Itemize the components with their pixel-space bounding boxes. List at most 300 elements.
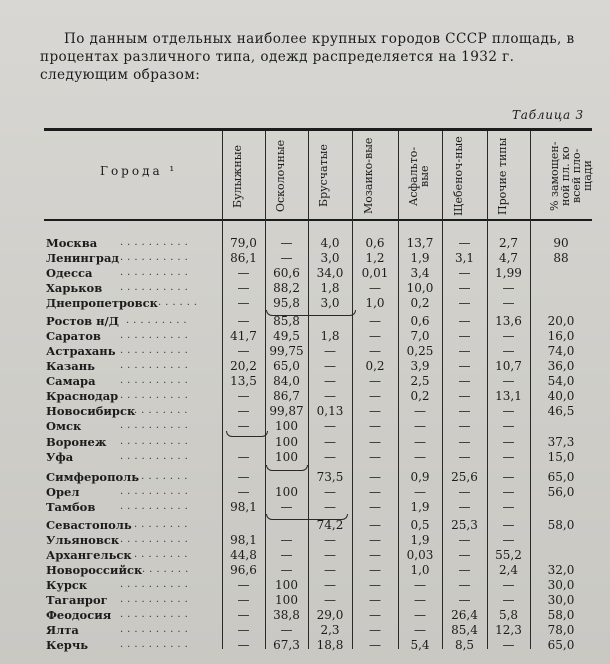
city-name: Саратов [46,329,101,343]
cell-value: 90 [553,236,569,250]
table-row [0,608,610,622]
cell-value: — [458,485,471,499]
cell-value: — [458,374,471,388]
cell-value: — [324,450,336,464]
cell-value: — [237,419,250,433]
cell-value: — [280,251,293,265]
city-name: Днепропетровск [46,296,158,310]
cell-value: — [369,419,381,433]
cell-value: 74,2 [316,518,344,532]
cell-value: — [369,314,381,328]
cell-value: 0,01 [361,266,389,280]
cell-value: 98,1 [230,533,257,547]
table-row [0,548,610,562]
grouping-brace [266,465,308,471]
cell-value: — [414,623,426,637]
cell-value: 100 [275,593,298,607]
cell-value: 30,0 [547,578,575,592]
cell-value: 1,8 [320,329,340,343]
cell-value: 18,8 [316,638,344,652]
header-city: Города ¹ [100,164,178,178]
table-row [0,470,610,484]
cell-value: 99,75 [269,344,304,358]
cell-value: 1,9 [410,533,430,547]
cell-value: 30,0 [547,593,575,607]
cell-value: — [237,623,250,637]
table-row [0,638,610,652]
cell-value: — [369,593,381,607]
cell-value: — [502,533,515,547]
leader-dots: ........ [134,519,192,530]
cell-value: — [369,518,381,532]
cell-value: — [324,485,336,499]
cell-value: 100 [275,419,298,433]
leader-dots: .......... [120,436,192,447]
header-column-8: % замощен-ной пл. ко всей пло-щади [548,141,594,211]
cell-value: 67,3 [273,638,300,652]
city-name: Ленинград [46,251,120,265]
cell-value: 78,0 [547,623,575,637]
table-row [0,329,610,343]
table-row [0,404,610,418]
table-row [0,518,610,532]
cell-value: — [502,485,515,499]
cell-value: 3,4 [410,266,430,280]
table-row [0,236,610,250]
cell-value: — [414,435,426,449]
cell-value: — [502,329,515,343]
cell-value: — [369,470,381,484]
table-row [0,314,610,328]
cell-value: — [414,593,426,607]
cell-value: — [414,578,426,592]
cell-value: — [458,296,471,310]
cell-value: 85,4 [451,623,478,637]
leader-dots: ........ [134,405,192,416]
cell-value: 25,3 [451,518,478,532]
cell-value: — [369,281,381,295]
cell-value: 85,8 [273,314,300,328]
city-name: Новосибирск [46,404,136,418]
cell-value: — [369,404,381,418]
cell-value: 1,0 [410,563,430,577]
cell-value: 13,1 [495,389,522,403]
city-name: Одесса [46,266,93,280]
cell-value: 49,5 [273,329,300,343]
city-name: Феодосия [46,608,112,622]
city-name: Архангельск [46,548,132,562]
cell-value: — [458,500,471,514]
cell-value: — [369,485,381,499]
cell-value: 56,0 [547,485,575,499]
cell-value: 58,0 [547,518,575,532]
cell-value: 29,0 [316,608,344,622]
cell-value: — [237,593,250,607]
cell-value: — [237,314,250,328]
table-row [0,266,610,280]
cell-value: 10,0 [406,281,434,295]
cell-value: — [369,389,381,403]
table-row [0,419,610,433]
cell-value: 86,1 [230,251,257,265]
cell-value: 1,0 [365,296,385,310]
cell-value: — [280,563,293,577]
cell-value: — [237,266,250,280]
cell-value: 5,4 [410,638,430,652]
table-label: Таблица 3 [511,108,584,122]
cell-value: — [458,314,471,328]
cell-value: 41,7 [230,329,257,343]
leader-dots: .......... [120,282,192,293]
table-header-rule [44,219,592,221]
cell-value: — [458,593,471,607]
grouping-brace [266,310,356,316]
leader-dots: .......... [120,420,192,431]
cell-value: — [324,593,336,607]
cell-value: — [369,578,381,592]
cell-value: — [458,359,471,373]
table-row [0,485,610,499]
cell-value: 95,8 [273,296,300,310]
leader-dots: ......... [126,315,191,326]
leader-dots: ........ [134,549,192,560]
city-name: Таганрог [46,593,108,607]
cell-value: 100 [275,578,298,592]
cell-value: 88,2 [273,281,300,295]
table-row [0,500,610,514]
table-row [0,281,610,295]
header-column-3: Брусчатые [317,144,330,208]
city-name: Симферополь [46,470,140,484]
city-name: Уфа [46,450,74,464]
cell-value: 8,5 [454,638,475,652]
cell-value: — [458,404,471,418]
city-name: Харьков [46,281,103,295]
cell-value: 65,0 [547,470,575,484]
cell-value: 96,6 [230,563,257,577]
cell-value: — [324,359,336,373]
header-column-7: Прочие типы [495,137,509,215]
city-name: Воронеж [46,435,107,449]
cell-value: — [369,608,381,622]
cell-value: — [414,419,426,433]
table-row [0,374,610,388]
cell-value: 2,3 [320,623,340,637]
cell-value: 1,2 [365,251,385,265]
cell-value: — [414,404,426,418]
leader-dots: .......... [120,534,192,545]
grouping-brace [266,514,348,520]
cell-value: — [237,389,250,403]
cell-value: 20,0 [547,314,575,328]
leader-dots: .......... [120,624,192,635]
cell-value: — [369,563,381,577]
cell-value: 0,9 [410,470,430,484]
cell-value: 20,2 [230,359,257,373]
cell-value: 37,3 [547,435,575,449]
cell-value: — [458,329,471,343]
cell-value: 2,4 [498,563,519,577]
header-column-2: Осколочные [273,139,287,213]
cell-value: — [324,533,336,547]
table-row [0,435,610,449]
city-name: Новороссийск [46,563,143,577]
cell-value: — [502,296,515,310]
cell-value: — [458,450,471,464]
cell-value: — [458,281,471,295]
cell-value: — [324,578,336,592]
cell-value: 13,7 [406,236,434,250]
cell-value: — [280,500,293,514]
city-name: Самара [46,374,96,388]
leader-dots: .......... [120,345,192,356]
cell-value: — [369,500,381,514]
table-row [0,450,610,464]
cell-value: 0,03 [406,548,434,562]
cell-value: 0,2 [365,359,385,373]
table-row [0,389,610,403]
cell-value: — [502,578,515,592]
cell-value: 16,0 [547,329,575,343]
cell-value: — [324,389,336,403]
cell-value: — [502,419,515,433]
cell-value: — [458,533,471,547]
header-column-5: Асфальто-вые [407,146,431,206]
cell-value: 3,1 [454,251,475,265]
cell-value: 1,8 [320,281,340,295]
city-name: Москва [46,236,98,250]
city-name: Курск [46,578,88,592]
cell-value: — [237,485,250,499]
table-row [0,344,610,358]
table-row [0,533,610,547]
cell-value: — [458,266,471,280]
cell-value: — [369,435,381,449]
cell-value: — [502,518,515,532]
cell-value: — [369,374,381,388]
cell-value: — [458,344,471,358]
leader-dots: .......... [120,237,192,248]
cell-value: — [458,578,471,592]
cell-value: 1,9 [410,251,430,265]
header-column-4: Мозаико-вые [362,137,375,215]
cell-value: 36,0 [547,359,575,373]
cell-value: — [414,485,426,499]
city-name: Орел [46,485,80,499]
cell-value: — [280,548,293,562]
cell-value: 3,9 [410,359,430,373]
cell-value: 46,5 [547,404,575,418]
cell-value: — [237,470,250,484]
city-name: Ростов н/Д [46,314,119,328]
cell-value: — [502,404,515,418]
city-name: Тамбов [46,500,96,514]
cell-value: — [324,374,336,388]
cell-value: 98,1 [230,500,257,514]
cell-value: 100 [275,435,298,449]
city-name: Астрахань [46,344,116,358]
cell-value: 88 [553,251,569,265]
cell-value: — [324,344,336,358]
cell-value: — [502,638,515,652]
cell-value: 4,7 [498,251,519,265]
cell-value: 55,2 [495,548,522,562]
leader-dots: .......... [120,579,192,590]
cell-value: — [237,608,250,622]
cell-value: — [414,608,426,622]
leader-dots: .......... [120,451,192,462]
cell-value: — [458,419,471,433]
city-name: Севастополь [46,518,132,532]
table-row [0,296,610,310]
cell-value: — [502,374,515,388]
cell-value: — [502,593,515,607]
cell-value: 15,0 [547,450,575,464]
cell-value: — [280,236,293,250]
cell-value: — [458,548,471,562]
cell-value: 0,2 [410,296,430,310]
leader-dots: ...... [158,297,202,308]
leader-dots: .......... [120,360,192,371]
cell-value: 12,3 [495,623,522,637]
cell-value: 13,6 [495,314,522,328]
cell-value: 86,7 [273,389,300,403]
cell-value: — [369,638,381,652]
leader-dots: .......... [120,252,192,263]
cell-value: — [369,450,381,464]
leader-dots: .......... [120,375,192,386]
cell-value: 4,0 [320,236,340,250]
leader-dots: ........ [134,471,192,482]
cell-value: 26,4 [451,608,478,622]
leader-dots: .......... [120,501,192,512]
table-row [0,623,610,637]
cell-value: 60,6 [273,266,300,280]
city-name: Ульяновск [46,533,120,547]
cell-value: — [237,450,250,464]
cell-value: — [458,389,471,403]
table-row [0,359,610,373]
cell-value: 65,0 [547,638,575,652]
city-name: Омск [46,419,82,433]
cell-value: — [324,563,336,577]
cell-value: — [280,623,293,637]
cell-value: — [237,296,250,310]
cell-value: 74,0 [547,344,575,358]
cell-value: — [369,623,381,637]
cell-value: — [369,533,381,547]
cell-value: — [414,450,426,464]
cell-value: — [237,344,250,358]
header-column-6: Щебеноч-ные [451,136,465,216]
leader-dots: ....... [142,564,193,575]
cell-value: 38,8 [273,608,300,622]
leader-dots: .......... [120,639,192,650]
cell-value: 34,0 [316,266,344,280]
cell-value: 2,5 [410,374,430,388]
cell-value: 0,13 [316,404,344,418]
cell-value: 10,7 [495,359,522,373]
cell-value: — [237,281,250,295]
cell-value: — [502,435,515,449]
cell-value: 0,25 [406,344,434,358]
cell-value: — [502,344,515,358]
cell-value: 79,0 [230,236,257,250]
cell-value: — [324,435,336,449]
table-row [0,251,610,265]
cell-value: 2,7 [498,236,519,250]
leader-dots: .......... [120,486,192,497]
cell-value: — [324,500,336,514]
cell-value: — [458,563,471,577]
leader-dots: .......... [120,609,192,620]
cell-value: 1,99 [495,266,522,280]
cell-value: 0,6 [365,236,385,250]
cell-value: — [502,281,515,295]
cell-value: — [280,533,293,547]
cell-value: 99,87 [269,404,304,418]
leader-dots: .......... [120,330,192,341]
cell-value: — [458,236,471,250]
cell-value: — [502,500,515,514]
cell-value: 3,0 [320,251,340,265]
leader-dots: .......... [120,267,192,278]
cell-value: — [324,419,336,433]
city-name: Ялта [46,623,79,637]
cell-value: — [502,470,515,484]
cell-value: 58,0 [547,608,575,622]
cell-value: 7,0 [410,329,430,343]
cell-value: — [502,450,515,464]
cell-value: — [237,578,250,592]
cell-value: 0,2 [410,389,430,403]
cell-value: 65,0 [273,359,300,373]
header-column-1: Булыжные [230,144,244,208]
cell-value: 5,8 [498,608,519,622]
table-row [0,563,610,577]
cell-value: 100 [275,450,298,464]
leader-dots: .......... [120,390,192,401]
cell-value: 44,8 [230,548,257,562]
cell-value: 100 [275,485,298,499]
cell-value: 40,0 [547,389,575,403]
cell-value: 0,5 [410,518,430,532]
grouping-brace [226,431,268,437]
cell-value: — [237,404,250,418]
city-name: Краснодар [46,389,119,403]
cell-value: 1,9 [410,500,430,514]
cell-value: 25,6 [451,470,478,484]
cell-value: — [369,329,381,343]
cell-value: — [458,435,471,449]
intro-paragraph: По данным отдельных наиболее крупных городов СССР площадь, в процентах различного типа, одежд распределяется на 1932 г. следующим образом: [40,31,575,83]
table-row [0,578,610,592]
city-name: Казань [46,359,95,373]
cell-value: 13,5 [230,374,257,388]
cell-value: 3,0 [320,296,340,310]
cell-value: — [237,638,250,652]
city-name: Керчь [46,638,89,652]
cell-value: 32,0 [547,563,575,577]
cell-value: 84,0 [273,374,300,388]
cell-value: 73,5 [316,470,344,484]
cell-value: — [324,548,336,562]
table-row [0,593,610,607]
leader-dots: .......... [120,594,192,605]
cell-value: — [369,344,381,358]
cell-value: 0,6 [410,314,430,328]
cell-value: — [369,548,381,562]
